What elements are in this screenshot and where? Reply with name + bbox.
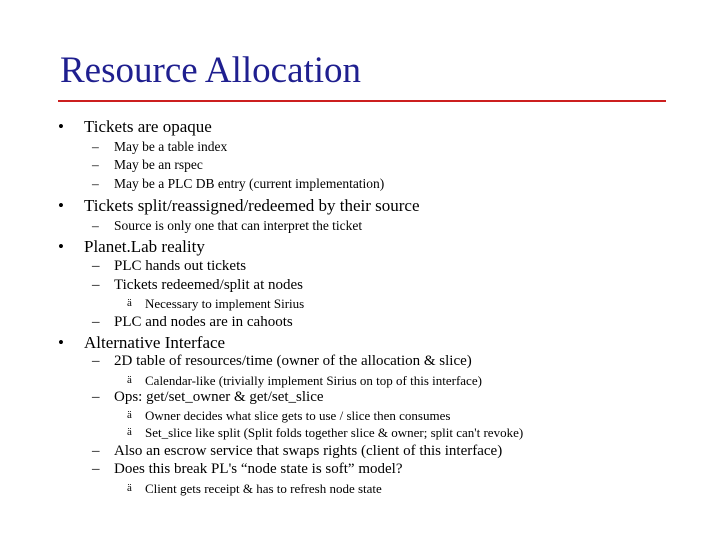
bullet-item bbox=[58, 117, 212, 136]
sub-item bbox=[92, 139, 228, 154]
sub-item bbox=[92, 389, 324, 405]
sub-sub-item bbox=[127, 296, 305, 311]
sub-bullet-marker: ä bbox=[127, 482, 132, 494]
dash-marker: – bbox=[92, 314, 100, 330]
sub-item-text: 2D table of resources/time (owner of the allocation & slice) bbox=[114, 353, 472, 369]
sub-sub-item bbox=[127, 481, 382, 496]
sub-item-text: Source is only one that can interpret the ticket bbox=[114, 218, 363, 233]
bullet-text: Planet.Lab reality bbox=[84, 237, 205, 256]
dash-marker: – bbox=[92, 443, 100, 459]
sub-item bbox=[92, 277, 303, 293]
sub-item-text: May be a table index bbox=[114, 139, 228, 154]
bullet-item bbox=[58, 196, 420, 215]
bullet-text: Tickets split/reassigned/redeemed by their source bbox=[84, 196, 420, 215]
bullet-text: Alternative Interface bbox=[84, 333, 226, 352]
sub-sub-item-text: Necessary to implement Sirius bbox=[145, 296, 305, 311]
sub-bullet-marker: ä bbox=[127, 409, 132, 421]
sub-item-text: Also an escrow service that swaps rights (client of this interface) bbox=[114, 443, 503, 459]
sub-item bbox=[92, 461, 403, 477]
dash-marker: – bbox=[92, 258, 100, 274]
dash-marker: – bbox=[92, 277, 100, 293]
dash-marker: – bbox=[92, 461, 100, 477]
bullet-item bbox=[58, 237, 205, 256]
sub-item-text: Ops: get/set_owner & get/set_slice bbox=[114, 389, 324, 405]
sub-sub-item-text: Set_slice like split (Split folds together slice & owner; split can't revoke) bbox=[145, 425, 524, 440]
sub-item-text: PLC and nodes are in cahoots bbox=[114, 314, 293, 330]
sub-sub-item bbox=[127, 425, 524, 440]
sub-bullet-marker: ä bbox=[127, 426, 132, 438]
sub-item-text: Tickets redeemed/split at nodes bbox=[114, 277, 303, 293]
bullet-marker: • bbox=[58, 117, 64, 136]
bullet-text: Tickets are opaque bbox=[84, 117, 212, 136]
sub-item bbox=[92, 353, 472, 369]
bullet-item bbox=[58, 333, 226, 352]
sub-sub-item-text: Client gets receipt & has to refresh node state bbox=[145, 481, 382, 496]
sub-item bbox=[92, 218, 363, 233]
sub-item bbox=[92, 157, 203, 172]
bullet-marker: • bbox=[58, 196, 64, 215]
slide-title: Resource Allocation bbox=[60, 50, 362, 91]
bullet-marker: • bbox=[58, 333, 64, 352]
dash-marker: – bbox=[92, 389, 100, 405]
bullet-marker: • bbox=[58, 237, 64, 256]
sub-item-text: May be an rspec bbox=[114, 157, 203, 172]
dash-marker: – bbox=[92, 157, 99, 172]
sub-item bbox=[92, 314, 293, 330]
sub-bullet-marker: ä bbox=[127, 374, 132, 386]
sub-sub-item bbox=[127, 373, 482, 388]
sub-item bbox=[92, 176, 385, 191]
sub-item-text: Does this break PL's “node state is soft” model? bbox=[114, 461, 403, 477]
dash-marker: – bbox=[92, 353, 100, 369]
dash-marker: – bbox=[92, 176, 99, 191]
sub-sub-item-text: Calendar-like (trivially implement Sirius on top of this interface) bbox=[145, 373, 482, 388]
sub-item-text: May be a PLC DB entry (current implementation) bbox=[114, 176, 385, 191]
title-underline bbox=[58, 100, 666, 102]
sub-sub-item bbox=[127, 408, 451, 423]
sub-item bbox=[92, 258, 247, 274]
sub-bullet-marker: ä bbox=[127, 297, 132, 309]
sub-sub-item-text: Owner decides what slice gets to use / slice then consumes bbox=[145, 408, 451, 423]
sub-item bbox=[92, 443, 503, 459]
dash-marker: – bbox=[92, 218, 99, 233]
sub-item-text: PLC hands out tickets bbox=[114, 258, 247, 274]
dash-marker: – bbox=[92, 139, 99, 154]
